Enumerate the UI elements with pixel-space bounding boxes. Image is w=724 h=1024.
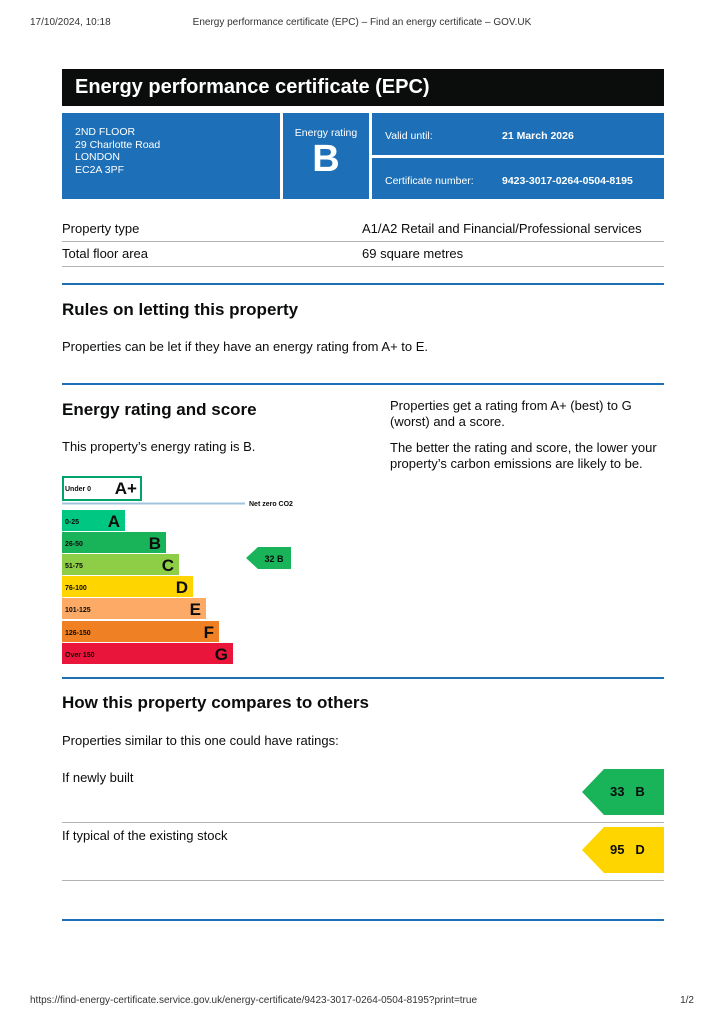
band-letter-label: B <box>148 534 161 553</box>
section-divider <box>62 919 664 921</box>
valid-until-value: 21 March 2026 <box>502 130 574 142</box>
compare-rating-arrow <box>582 769 664 815</box>
print-url: https://find-energy-certificate.service.gov.uk/energy-certificate/9423-3017-0264-0504-8195?print=true <box>30 995 478 1006</box>
address-line: LONDON <box>75 151 120 163</box>
certificate-number-box <box>372 158 664 199</box>
energy-explanation <box>390 398 664 472</box>
energy-explanation-p1: Properties get a rating from A+ (best) to G (worst) and a score. <box>390 398 632 429</box>
net-zero-label: Net zero CO2 <box>249 501 293 508</box>
band-range-label: 0-25 <box>65 519 80 526</box>
band-range-label: Under 0 <box>65 486 92 493</box>
compare-rating-arrow <box>582 827 664 873</box>
band-letter-label: C <box>161 556 174 575</box>
compare-letter: D <box>635 842 645 857</box>
valid-until-box <box>372 113 664 155</box>
energy-explanation-p2: The better the rating and score, the lower your property’s carbon emissions are likely to be. <box>390 440 657 471</box>
certificate-main <box>62 69 664 857</box>
band-range-label: Over 150 <box>65 652 95 659</box>
compare-heading: How this property compares to others <box>62 693 369 712</box>
band-range-label: 51-75 <box>65 563 83 570</box>
rules-section <box>62 283 664 354</box>
address-line: EC2A 3PF <box>75 163 125 176</box>
address-box <box>62 113 280 199</box>
compare-score: 33 <box>610 784 625 799</box>
rating-label: Energy rating <box>294 127 358 139</box>
rating-box <box>283 113 369 199</box>
print-page-number: 1/2 <box>680 995 694 1006</box>
band-range-label: 76-100 <box>65 585 87 592</box>
energy-rating-chart <box>62 473 302 669</box>
summary-key: Total floor area <box>62 246 148 261</box>
summary-value: A1/A2 Retail and Financial/Professional services <box>362 221 642 236</box>
summary-row <box>62 217 664 242</box>
address-line: 29 Charlotte Road <box>75 138 161 151</box>
band-letter-label: F <box>203 623 214 642</box>
certificate-band <box>62 113 664 199</box>
rating-letter: B <box>312 138 340 180</box>
compare-row-label: If typical of the existing stock <box>62 828 228 843</box>
compare-letter: B <box>635 784 645 799</box>
energy-section <box>62 383 664 679</box>
summary-table <box>62 217 664 267</box>
band-range-label: 101-125 <box>65 607 91 614</box>
energy-lead: This property’s energy rating is B. <box>62 439 256 454</box>
print-footer <box>30 995 694 1009</box>
compare-rating-text <box>610 827 660 873</box>
band-letter-label: A+ <box>114 479 137 498</box>
band-letter-label: G <box>214 645 228 664</box>
compare-rating-text <box>610 769 660 815</box>
address-line: 2ND FLOOR <box>75 126 136 138</box>
rules-text: Properties can be let if they have an energy rating from A+ to E. <box>62 339 429 354</box>
compare-lead: Properties similar to this one could have ratings: <box>62 733 339 748</box>
compare-row-new <box>62 770 664 823</box>
band-range-label: 126-150 <box>65 630 91 637</box>
valid-until-label: Valid until: <box>385 130 433 142</box>
band-letter-label: D <box>175 578 188 597</box>
compare-section <box>62 677 664 857</box>
summary-row <box>62 242 664 267</box>
band-range-label: 26-50 <box>65 541 83 548</box>
band-letter-label: E <box>189 600 201 619</box>
print-header <box>30 17 694 31</box>
compare-row-typical <box>62 828 664 881</box>
print-datetime: 17/10/2024, 10:18 <box>30 17 111 28</box>
energy-heading: Energy rating and score <box>62 400 257 419</box>
rules-heading: Rules on letting this property <box>62 300 299 319</box>
compare-score: 95 <box>610 842 625 857</box>
certificate-number-value: 9423-3017-0264-0504-8195 <box>502 175 633 187</box>
summary-key: Property type <box>62 221 140 236</box>
certificate-number-label: Certificate number: <box>385 175 474 187</box>
band-letter-label: A <box>107 512 120 531</box>
compare-row-label: If newly built <box>62 770 134 785</box>
energy-rating-chart-svg <box>62 473 302 669</box>
print-page-title: Energy performance certificate (EPC) – Find an energy certificate – GOV.UK <box>192 17 532 28</box>
current-rating-label: 32 B <box>264 554 284 564</box>
page-title: Energy performance certificate (EPC) <box>62 69 664 106</box>
summary-value: 69 square metres <box>362 246 464 261</box>
